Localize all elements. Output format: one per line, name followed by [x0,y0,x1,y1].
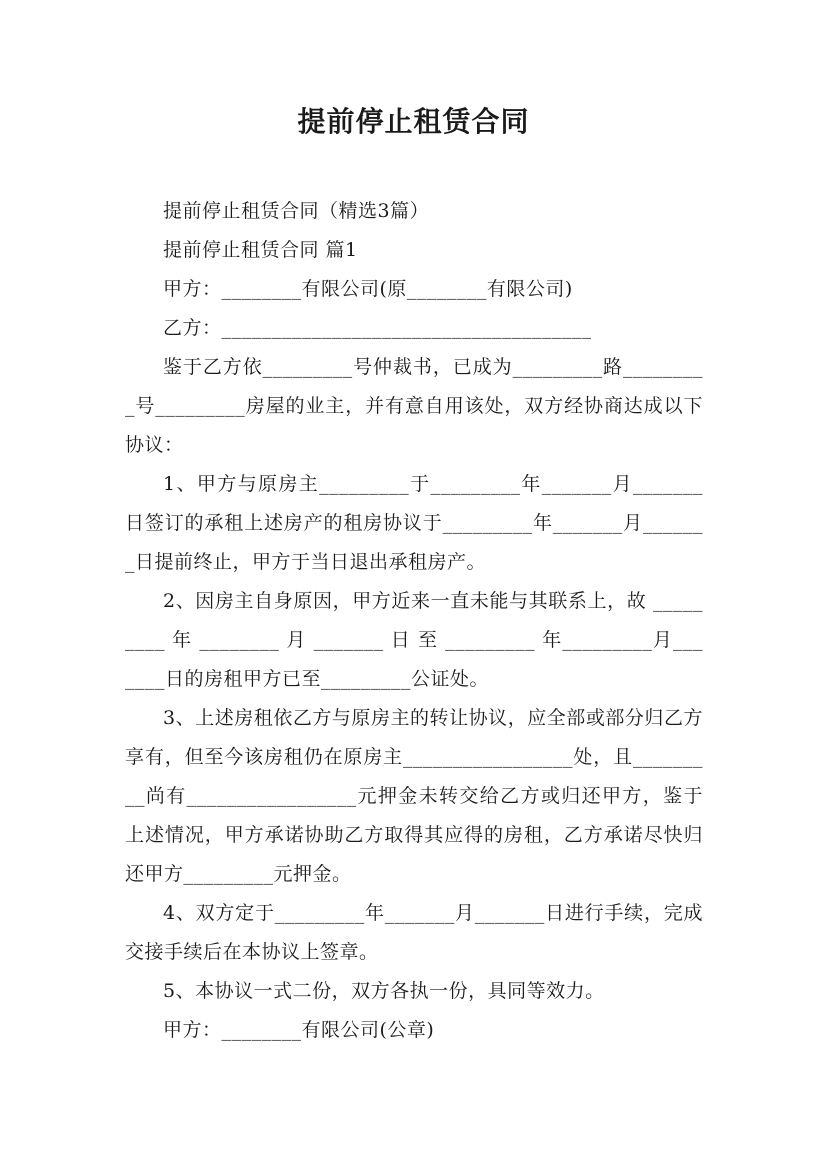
document-body [125,192,703,1050]
document-title: 提前停止租赁合同 [297,105,530,138]
paragraph-clause-3: 3、上述房租依乙方与原房主的转让协议，应全部或部分归乙方享有，但至今该房租仍在原房主_________________处，且_________尚有_________________元押金未转交给乙方或归还甲方，鉴于上述情况，甲方承诺协助乙方取得其应得的房租，乙方承诺尽快归还甲方_________元押金。 [125,707,703,885]
paragraph-clause-5: 5、本协议一式二份，双方各执一份，具同等效力。 [163,980,605,1002]
paragraph-preamble: 鉴于乙方依_________号仲裁书，已成为_________路_________号_________房屋的业主，并有意自用该处，双方经协商达成以下协议： [125,356,703,456]
paragraph-clause-2: 2、因房主自身原因，甲方近来一直未能与其联系上，故 _________ 年 ________ 月 _______ 日 至 _________ 年_________月_______日的房租甲方已至_________公证处。 [125,590,703,690]
paragraph-party-a: 甲方：________有限公司(原________有限公司) [163,278,573,300]
paragraph-party-b: 乙方：_____________________________________ [163,317,592,339]
paragraph-clause-1: 1、甲方与原房主_________于_________年_______月_______日签订的承租上述房产的租房协议于_________年_______月_______日提前终止，甲方于当日退出承租房产。 [125,473,703,573]
paragraph-signature-a: 甲方：________有限公司(公章) [163,1019,435,1041]
paragraph-clause-4: 4、双方定于_________年_______月_______日进行手续，完成交接手续后在本协议上签章。 [125,902,703,963]
paragraph-subtitle: 提前停止租赁合同（精选3篇） [163,200,430,222]
paragraph-section-heading: 提前停止租赁合同 篇1 [163,239,358,261]
